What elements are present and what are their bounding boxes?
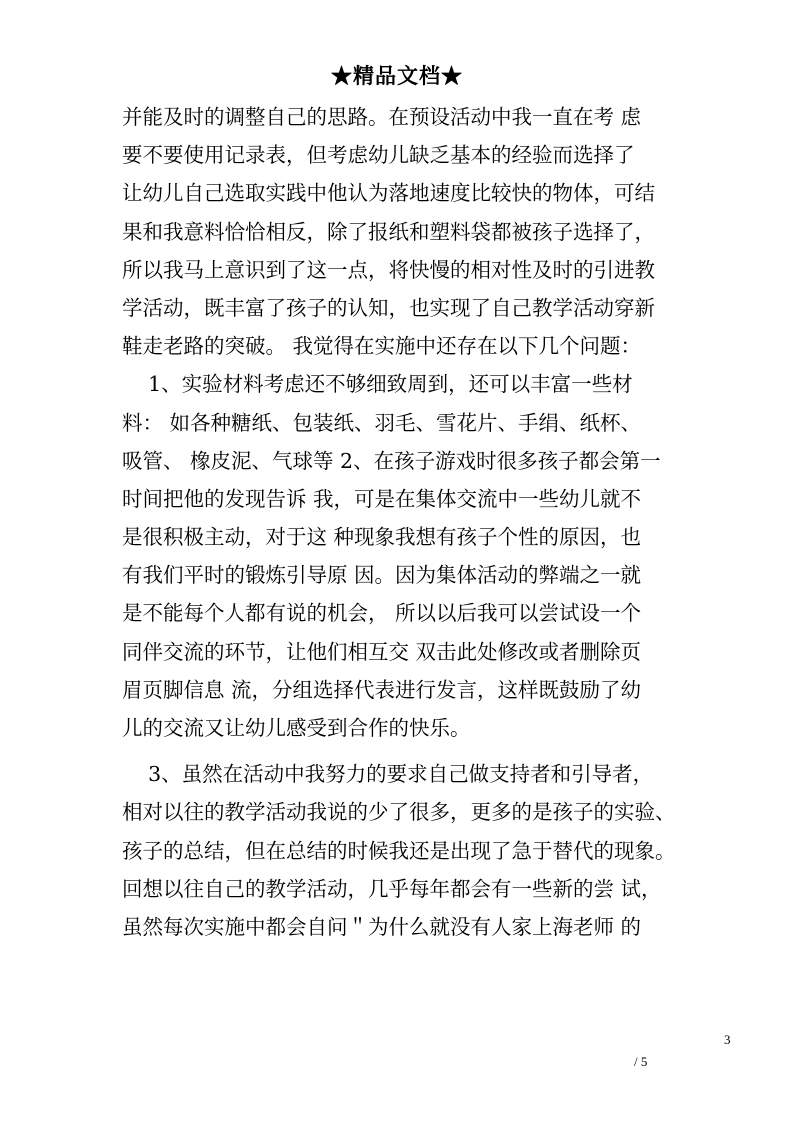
body-line: 相对以往的教学活动我说的少了很多，更多的是孩子的实验、 [122,800,676,825]
body-line: 儿的交流又让幼儿感受到合作的快乐。 [122,716,471,740]
body-line: 孩子的总结，但在总结的时候我还是出现了急于替代的现象。 [122,838,676,863]
document-body [122,98,682,946]
body-line: 果和我意料恰恰相反，除了报纸和塑料袋都被孩子选择了， [122,219,655,244]
page-total: / 5 [634,1054,648,1069]
body-line: 有我们平时的锻炼引导原 因。因为集体活动的弊端之一就 [122,563,642,588]
body-line: 学活动，既丰富了孩子的认知，也实现了自己教学活动穿新 [122,295,655,320]
body-line: 料： 如各种糖纸、包装纸、羽毛、雪花片、手绢、纸杯、 [122,410,642,435]
body-line: 让幼儿自己选取实践中他认为落地速度比较快的物体，可结 [122,181,655,206]
body-line: 虽然每次实施中都会自问＂为什么就没有人家上海老师 的 [122,914,642,939]
body-line: 要不要使用记录表，但考虑幼儿缺乏基本的经验而选择了 [122,143,635,168]
page-number: 3 [724,1032,731,1047]
body-line: 回想以往自己的教学活动，几乎每年都会有一些新的尝 试， [122,876,662,901]
body-line: 眉页脚信息 流，分组选择代表进行发言，这样既鼓励了幼 [122,677,642,702]
body-line: 吸管、 橡皮泥、气球等 2、在孩子游戏时很多孩子都会第一 [122,448,661,473]
body-line: 是很积极主动，对于这 种现象我想有孩子个性的原因，也 [122,525,642,550]
body-line: 3、虽然在活动中我努力的要求自己做支持者和引导者， [122,762,654,787]
body-line: 是不能每个人都有说的机会， 所以以后我可以尝试设一个 [122,601,642,626]
document-header-title: ★精品文档★ [331,63,463,88]
body-line: 并能及时的调整自己的思路。在预设活动中我一直在考 虑 [122,105,642,129]
body-line: 所以我马上意识到了这一点，将快慢的相对性及时的引进教 [122,257,655,282]
body-line: 1、实验材料考虑还不够细致周到，还可以丰富一些材 [122,372,633,397]
body-line: 同伴交流的环节，让他们相互交 双击此处修改或者删除页 [122,639,642,664]
body-line: 鞋走老路的突破。 我觉得在实施中还存在以下几个问题： [122,334,642,359]
body-line: 时间把他的发现告诉 我，可是在集体交流中一些幼儿就不 [122,486,642,511]
